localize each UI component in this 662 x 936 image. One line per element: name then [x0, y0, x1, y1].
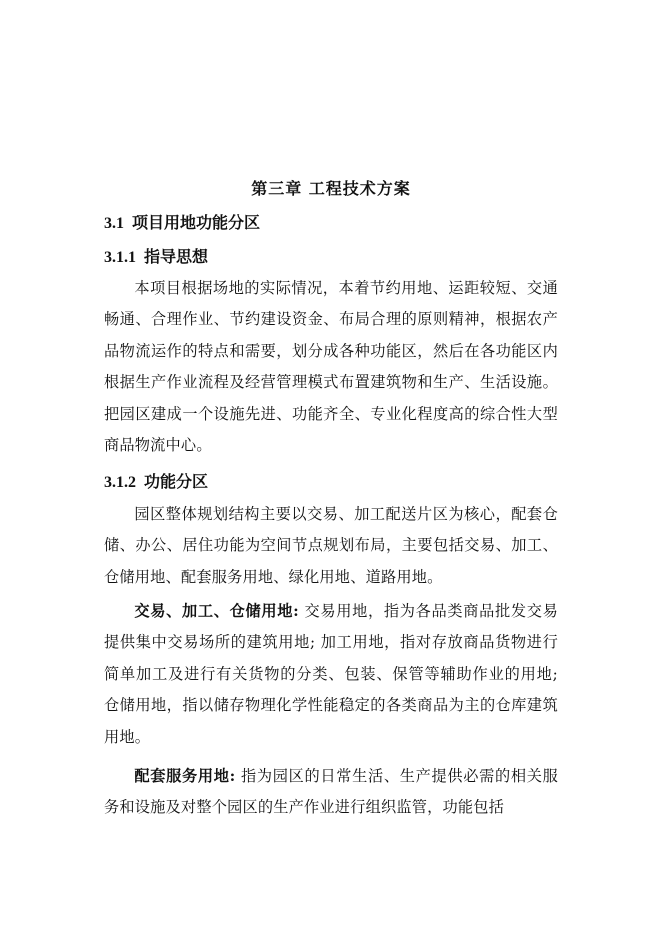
section-number: 3.1.2	[104, 474, 136, 491]
section-heading-3-1-1	[104, 246, 208, 269]
paragraph-functional-zoning: 园区整体规划结构主要以交易、加工配送片区为核心，配套仓储、办公、居住功能为空间节点规划布局，主要包括交易、加工、仓储用地、配套服务用地、绿化用地、道路用地。	[104, 505, 558, 586]
section-title: 指导思想	[144, 247, 209, 266]
section-title: 功能分区	[144, 472, 209, 491]
paragraph-guiding-principle: 本项目根据场地的实际情况，本着节约用地、运距较短、交通畅通、合理作业、节约建设资金、布局合理的原则精神，根据农产品物流运作的特点和需要，划分成各种功能区，然后在各功能区内根据生产作业流程及经营管理模式布置建筑物和生产、生活设施。把园区建成一个设施先进、功能齐全、专业化程度高的综合性大型商品物流中心。	[104, 279, 558, 455]
chapter-title: 第三章 工程技术方案	[251, 179, 411, 198]
section-heading-3-1-2	[104, 471, 208, 494]
paragraph-body: 指为园区的日常生活、生产提供必需的相关服务和设施及对整个园区的生产作业进行组织监管，功能包括	[104, 767, 558, 817]
paragraph-trade-processing-storage	[104, 596, 558, 753]
paragraph-body: 交易用地，指为各品类商品批发交易提供集中交易场所的建筑用地; 加工用地，指对存放商品货物进行简单加工及进行有关货物的分类、包装、保管等辅助作业的用地; 仓储用地，指以储存物理化学性能稳定的各类商品为主的仓库建筑用地。	[104, 602, 558, 746]
section-title: 项目用地功能分区	[132, 213, 261, 232]
paragraph-lead-term: 配套服务用地:	[134, 767, 236, 785]
paragraph-service-land	[104, 761, 558, 824]
section-heading-3-1	[104, 212, 260, 235]
section-number: 3.1.1	[104, 249, 136, 266]
section-number: 3.1	[104, 215, 124, 232]
paragraph-lead-term: 交易、加工、仓储用地:	[134, 602, 299, 620]
